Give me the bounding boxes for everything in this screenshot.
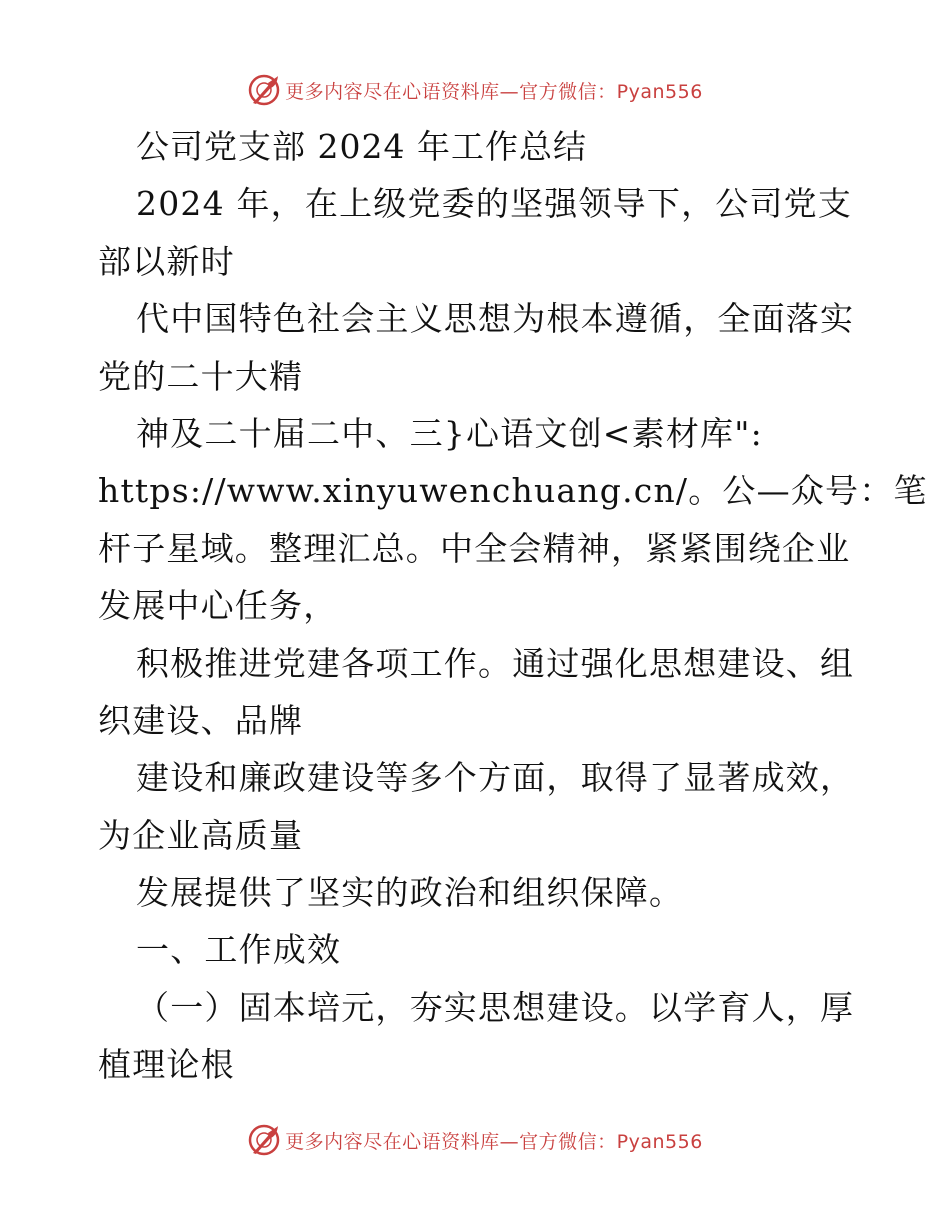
text-line: 神及二十届二中、三}心语文创<素材库":	[136, 413, 763, 453]
text-line: 部以新时	[98, 241, 235, 281]
text-line: 代中国特色社会主义思想为根本遵循，全面落实	[136, 299, 855, 339]
watermark-text: 更多内容尽在心语资料库—官方微信：Pyan556	[285, 80, 703, 103]
doc-title: 公司党支部 2024 年工作总结	[136, 127, 587, 166]
document-body	[98, 118, 928, 1094]
footer-watermark	[0, 1120, 950, 1160]
text-line: 发展提供了坚实的政治和组织保障。	[136, 873, 684, 913]
quill-logo-icon	[247, 73, 281, 107]
text-line: 党的二十大精	[98, 356, 304, 396]
text-line: 植理论根	[98, 1045, 235, 1085]
subsection-heading: （一）固本培元，夯实思想建设。以学育人，厚	[136, 987, 855, 1027]
quill-logo-icon	[247, 1123, 281, 1157]
text-line: https://www.xinyuwenchuang.cn/。公—众号：笔	[98, 471, 928, 511]
watermark-text: 更多内容尽在心语资料库—官方微信：Pyan556	[285, 1130, 703, 1153]
header-watermark	[0, 70, 950, 110]
text-line: 为企业高质量	[98, 815, 304, 855]
section-heading: 一、工作成效	[136, 930, 342, 970]
text-line: 积极推进党建各项工作。通过强化思想建设、组	[136, 643, 855, 683]
text-line: 建设和廉政建设等多个方面，取得了显著成效，	[136, 758, 855, 798]
text-line: 2024 年，在上级党委的坚强领导下，公司党支	[136, 184, 853, 224]
text-line: 织建设、品牌	[98, 700, 304, 740]
text-line: 杆子星域。整理汇总。中全会精神，紧紧围绕企业	[98, 528, 851, 568]
text-line: 发展中心任务，	[98, 586, 338, 626]
